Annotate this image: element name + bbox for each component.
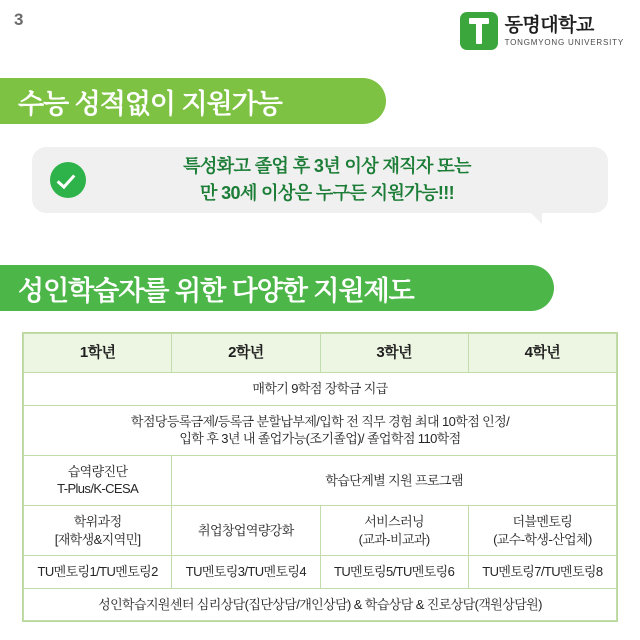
logo-name-en: TONGMYONG UNIVERSITY [504, 37, 624, 47]
double-mentoring-line-1: 더블멘토링 [512, 513, 573, 529]
eligibility-line-1: 특성화고 졸업 후 3년 이상 재직자 또는 [183, 156, 471, 176]
degree-line-2: [재학생&지역민] [54, 531, 141, 547]
table-header-row [24, 334, 617, 373]
table-cell-degree-course [24, 505, 172, 555]
eligibility-callout [32, 147, 608, 213]
table-cell-scholarship: 매학기 9학점 장학금 지급 [24, 373, 617, 406]
table-row [24, 588, 617, 621]
banner-support-heading: 성인학습자를 위한 다양한 지원제도 [0, 265, 554, 311]
table-cell-counseling: 성인학습지원센터 심리상담(집단상담/개인상담) & 학습상담 & 진로상담(객원상담원) [24, 588, 617, 621]
table-cell-mentoring-3: TU멘토링5/TU멘토링6 [320, 556, 468, 589]
table-cell-mentoring-4: TU멘토링7/TU멘토링8 [468, 556, 616, 589]
table-cell-double-mentoring [468, 505, 616, 555]
tuition-line-1: 학점당등록금제/등록금 분할납부제/입학 전 직무 경험 최대 10학점 인정/ [130, 413, 510, 429]
double-mentoring-line-2: (교수-학생-산업체) [493, 531, 592, 547]
table-cell-mentoring-1: TU멘토링1/TU멘토링2 [24, 556, 172, 589]
page-number: 3 [14, 10, 24, 29]
table-row [24, 556, 617, 589]
university-logo [460, 12, 624, 50]
table-row [24, 505, 617, 555]
table-row [24, 455, 617, 505]
diagnosis-line-1: 습역량진단 [67, 463, 128, 479]
table-row [24, 405, 617, 455]
table-cell-employment: 취업창업역량강화 [172, 505, 320, 555]
degree-line-1: 학위과정 [73, 513, 122, 529]
logo-name-kr: 동명대학교 [504, 14, 594, 36]
table-header-cell: 4학년 [468, 334, 616, 373]
check-circle-icon [50, 162, 86, 198]
table-header-cell: 3학년 [320, 334, 468, 373]
table-header-cell: 1학년 [24, 334, 172, 373]
table-cell-tuition [24, 405, 617, 455]
service-line-1: 서비스러닝 [364, 513, 425, 529]
tu-shield-icon [460, 12, 498, 50]
eligibility-callout-text [86, 153, 608, 207]
tuition-line-2: 입학 후 3년 내 졸업가능(조기졸업)/ 졸업학점 110학점 [179, 431, 461, 447]
banner-admission-heading: 수능 성적없이 지원가능 [0, 78, 386, 124]
eligibility-line-2: 만 30세 이상은 누구든 지원가능!!! [199, 183, 455, 203]
table-cell-diagnosis [24, 455, 172, 505]
table-cell-mentoring-2: TU멘토링3/TU멘토링4 [172, 556, 320, 589]
service-line-2: (교과-비교과) [358, 531, 430, 547]
table-row [24, 373, 617, 406]
logo-text [505, 16, 624, 47]
table-header-cell: 2학년 [172, 334, 320, 373]
table-cell-stage-program: 학습단계별 지원 프로그램 [172, 455, 617, 505]
support-program-table [22, 332, 618, 622]
table-cell-service-learning [320, 505, 468, 555]
diagnosis-line-2: T-Plus/K-CESA [57, 481, 139, 497]
